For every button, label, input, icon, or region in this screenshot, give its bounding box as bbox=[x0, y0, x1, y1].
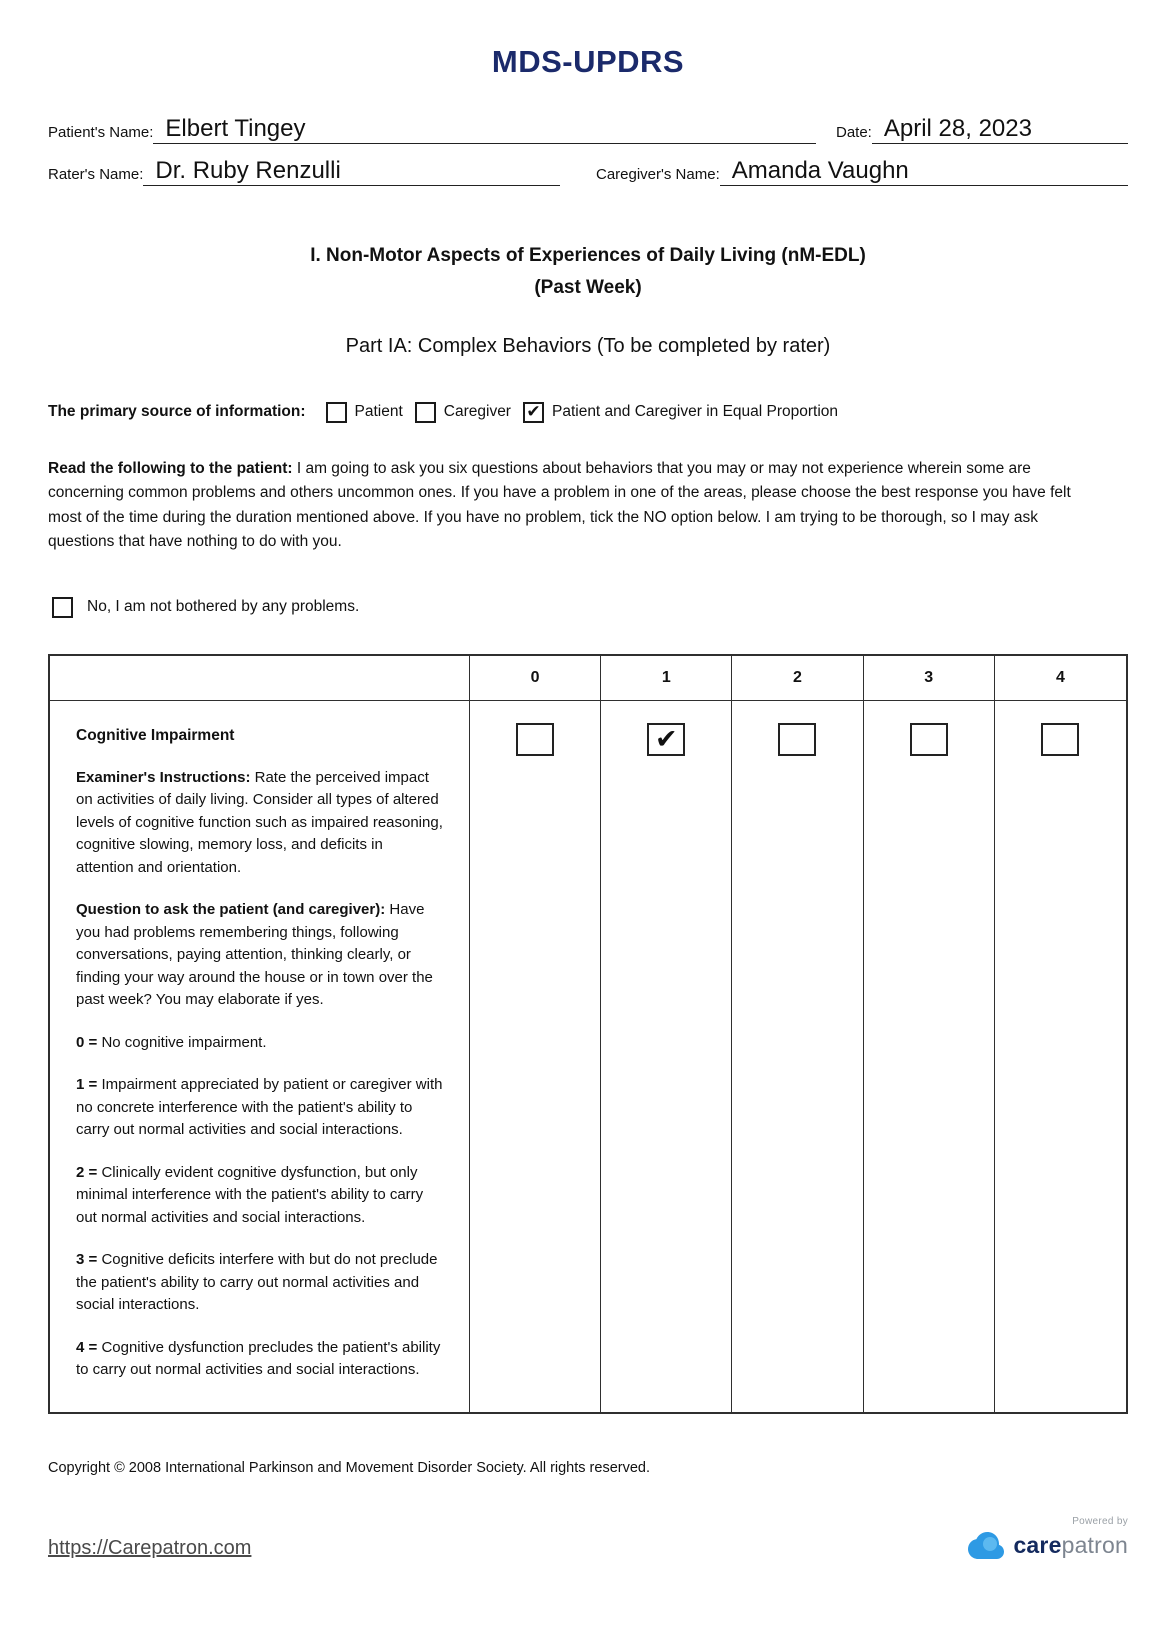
section-subheading: Part IA: Complex Behaviors (To be completed by rater) bbox=[345, 334, 831, 357]
date-value: April 28, 2023 bbox=[883, 114, 1032, 142]
wordmark-care: care bbox=[1013, 1532, 1062, 1559]
no-problems-label: No, I am not bothered by any problems. bbox=[87, 598, 360, 616]
read-to-patient-lead: Read the following to the patient: bbox=[48, 459, 293, 477]
option-4-body: Cognitive dysfunction precludes the patient's ability to carry out normal activities and social interactions. bbox=[76, 1338, 441, 1379]
rating-cell-0 bbox=[470, 701, 601, 1412]
carepatron-wordmark bbox=[1013, 1532, 1128, 1559]
caregiver-name-field bbox=[596, 156, 1128, 186]
examiner-instructions-lead: Examiner's Instructions: bbox=[76, 768, 251, 786]
option-2-lead: 2 = bbox=[76, 1163, 98, 1181]
source-option-both-label: Patient and Caregiver in Equal Proportion bbox=[551, 403, 839, 421]
field-row-1 bbox=[48, 114, 1128, 144]
no-problems-checkbox[interactable] bbox=[52, 597, 73, 618]
primary-source-row bbox=[48, 402, 1128, 423]
page-footer bbox=[48, 1516, 1128, 1560]
rating-cell-2 bbox=[732, 701, 863, 1412]
item-title: Cognitive Impairment bbox=[76, 726, 235, 744]
table-header-empty bbox=[50, 656, 470, 701]
rating-checkbox-4[interactable] bbox=[1041, 723, 1079, 756]
date-label: Date: bbox=[836, 124, 872, 141]
section-heading-line2: (Past Week) bbox=[534, 277, 642, 299]
checkmark-icon: ✔ bbox=[526, 401, 541, 421]
question-to-ask-lead: Question to ask the patient (and caregiver): bbox=[76, 901, 386, 919]
wordmark-patron: patron bbox=[1061, 1532, 1128, 1559]
patient-name-value: Elbert Tingey bbox=[165, 114, 306, 142]
table-header-4: 4 bbox=[995, 656, 1126, 701]
checkmark-icon: ✔ bbox=[654, 723, 678, 754]
powered-by-label: Powered by bbox=[1072, 1515, 1128, 1527]
section-heading bbox=[48, 240, 1128, 305]
table-header-1: 1 bbox=[601, 656, 732, 701]
caregiver-name-label: Caregiver's Name: bbox=[596, 166, 720, 183]
date-line[interactable] bbox=[872, 114, 1128, 144]
source-checkbox-both[interactable] bbox=[523, 402, 544, 423]
read-to-patient-body: I am going to ask you six questions about behaviors that you may or may not experience wherein some are concerning common problems and others uncommon ones. If you have a problem in one of the areas, please choose the best response you have felt most of the time during the duration mentioned above. If you have no problem, tick the NO option below. I am trying to be thorough, so I may ask questions that have nothing to do with you. bbox=[48, 459, 1071, 551]
section-heading-line1: I. Non-Motor Aspects of Experiences of Daily Living (nM-EDL) bbox=[310, 245, 866, 266]
table-header-3: 3 bbox=[864, 656, 995, 701]
rating-cell-3 bbox=[864, 701, 995, 1412]
carepatron-link[interactable]: https://Carepatron.com bbox=[48, 1536, 252, 1559]
carepatron-logo bbox=[968, 1532, 1128, 1560]
rating-checkbox-0[interactable] bbox=[516, 723, 554, 756]
option-3-lead: 3 = bbox=[76, 1251, 98, 1269]
rating-checkbox-2[interactable] bbox=[778, 723, 816, 756]
rating-table bbox=[48, 654, 1128, 1414]
examiner-instructions bbox=[76, 767, 443, 880]
date-field bbox=[836, 114, 1128, 144]
carepatron-cloud-icon bbox=[968, 1532, 1004, 1560]
source-option-caregiver-label: Caregiver bbox=[443, 403, 511, 421]
option-1-body: Impairment appreciated by patient or caregiver with no concrete interference with the patient's ability to carry out normal activities and social interactions. bbox=[76, 1076, 443, 1139]
caregiver-name-line[interactable] bbox=[720, 156, 1128, 186]
option-2-description bbox=[76, 1162, 443, 1230]
question-to-ask bbox=[76, 899, 443, 1012]
rating-cell-1 bbox=[601, 701, 732, 1412]
patient-name-line[interactable] bbox=[153, 114, 816, 144]
read-to-patient-paragraph bbox=[48, 457, 1092, 555]
option-1-lead: 1 = bbox=[76, 1076, 98, 1094]
rater-name-label: Rater's Name: bbox=[48, 166, 144, 183]
source-option-patient-label: Patient bbox=[354, 403, 403, 421]
cognitive-impairment-cell bbox=[50, 701, 470, 1412]
option-0-body: No cognitive impairment. bbox=[97, 1033, 267, 1051]
option-3-body: Cognitive deficits interfere with but do not preclude the patient's ability to carry out normal activities and social interactions. bbox=[76, 1251, 438, 1314]
question-to-ask-body: Have you had problems remembering things, following conversations, paying attention, thinking clearly, or finding your way around the house or in town over the past week? You may elaborate if yes. bbox=[76, 901, 433, 1009]
rater-name-field bbox=[48, 156, 560, 186]
option-1-description bbox=[76, 1074, 443, 1142]
rater-name-line[interactable] bbox=[143, 156, 560, 186]
caregiver-name-value: Amanda Vaughn bbox=[731, 156, 909, 184]
primary-source-label: The primary source of information: bbox=[48, 403, 306, 421]
rating-checkbox-1[interactable] bbox=[647, 723, 685, 756]
examiner-instructions-body: Rate the perceived impact on activities of daily living. Consider all types of altered levels of cognitive function such as impaired reasoning, cognitive slowing, memory loss, and deficits in attention and orientation. bbox=[76, 768, 443, 876]
option-4-description bbox=[76, 1337, 443, 1382]
source-checkbox-patient[interactable] bbox=[326, 402, 347, 423]
option-4-lead: 4 = bbox=[76, 1338, 98, 1356]
rating-cell-4 bbox=[995, 701, 1126, 1412]
no-problems-row bbox=[48, 597, 1128, 618]
source-checkbox-caregiver[interactable] bbox=[415, 402, 436, 423]
patient-name-field bbox=[48, 114, 816, 144]
page-title: MDS-UPDRS bbox=[491, 44, 685, 79]
rater-name-value: Dr. Ruby Renzulli bbox=[155, 156, 341, 184]
table-header-0: 0 bbox=[470, 656, 601, 701]
option-3-description bbox=[76, 1249, 443, 1317]
table-header-2: 2 bbox=[732, 656, 863, 701]
option-2-body: Clinically evident cognitive dysfunction, but only minimal interference with the patient's ability to carry out normal activities and social interactions. bbox=[76, 1163, 424, 1226]
option-0-description bbox=[76, 1032, 443, 1055]
rating-checkbox-3[interactable] bbox=[910, 723, 948, 756]
patient-name-label: Patient's Name: bbox=[48, 124, 154, 141]
copyright-text: Copyright © 2008 International Parkinson and Movement Disorder Society. All rights reserved. bbox=[48, 1459, 650, 1476]
field-row-2 bbox=[48, 156, 1128, 186]
option-0-lead: 0 = bbox=[76, 1033, 98, 1051]
carepatron-brand bbox=[968, 1516, 1128, 1560]
